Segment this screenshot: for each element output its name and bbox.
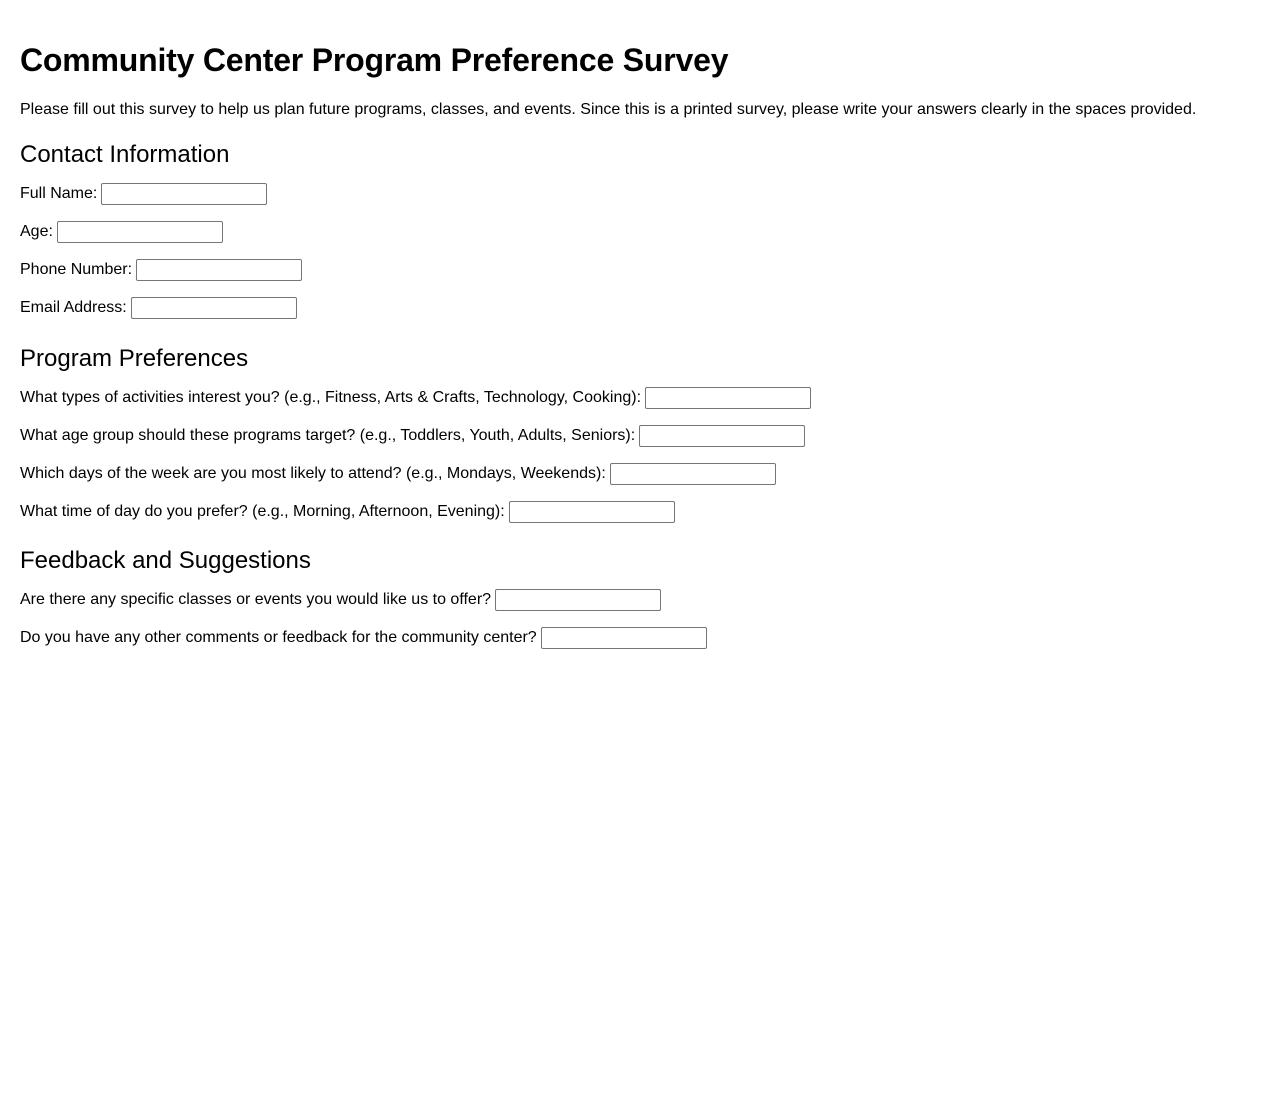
phone-input[interactable]	[136, 259, 302, 281]
contact-section	[20, 140, 1242, 320]
comments-label: Do you have any other comments or feedback for the community center?	[20, 629, 537, 646]
program-section	[20, 344, 1242, 524]
activities-input[interactable]	[645, 387, 811, 409]
age-group-label: What age group should these programs target? (e.g., Toddlers, Youth, Adults, Seniors):	[20, 427, 636, 444]
contact-heading: Contact Information	[20, 141, 230, 168]
activities-row	[20, 386, 1242, 410]
age-group-row	[20, 424, 1242, 448]
comments-input[interactable]	[541, 627, 707, 649]
age-label: Age:	[20, 223, 53, 240]
comments-row	[20, 626, 1242, 650]
email-label: Email Address:	[20, 299, 127, 316]
full-name-input[interactable]	[101, 183, 267, 205]
age-group-input[interactable]	[639, 425, 805, 447]
intro-text: Please fill out this survey to help us plan future programs, classes, and events. Since this is a printed survey, please write your answers clearly in the spaces provided.	[20, 101, 1197, 118]
full-name-label: Full Name:	[20, 185, 98, 202]
time-label: What time of day do you prefer? (e.g., Morning, Afternoon, Evening):	[20, 503, 505, 520]
email-row	[20, 296, 1242, 320]
phone-label: Phone Number:	[20, 261, 133, 278]
feedback-section	[20, 546, 1242, 650]
activities-label: What types of activities interest you? (e.g., Fitness, Arts & Crafts, Technology, Cooking):	[20, 389, 642, 406]
page-title: Community Center Program Preference Survey	[20, 42, 729, 78]
phone-row	[20, 258, 1242, 282]
program-heading: Program Preferences	[20, 345, 249, 372]
full-name-row	[20, 182, 1242, 206]
classes-input[interactable]	[495, 589, 661, 611]
age-input[interactable]	[57, 221, 223, 243]
age-row	[20, 220, 1242, 244]
days-row	[20, 462, 1242, 486]
classes-row	[20, 588, 1242, 612]
feedback-heading: Feedback and Suggestions	[20, 547, 311, 574]
time-input[interactable]	[509, 501, 675, 523]
classes-label: Are there any specific classes or events you would like us to offer?	[20, 591, 492, 608]
email-input[interactable]	[131, 297, 297, 319]
days-label: Which days of the week are you most likely to attend? (e.g., Mondays, Weekends):	[20, 465, 606, 482]
time-row	[20, 500, 1242, 524]
days-input[interactable]	[610, 463, 776, 485]
